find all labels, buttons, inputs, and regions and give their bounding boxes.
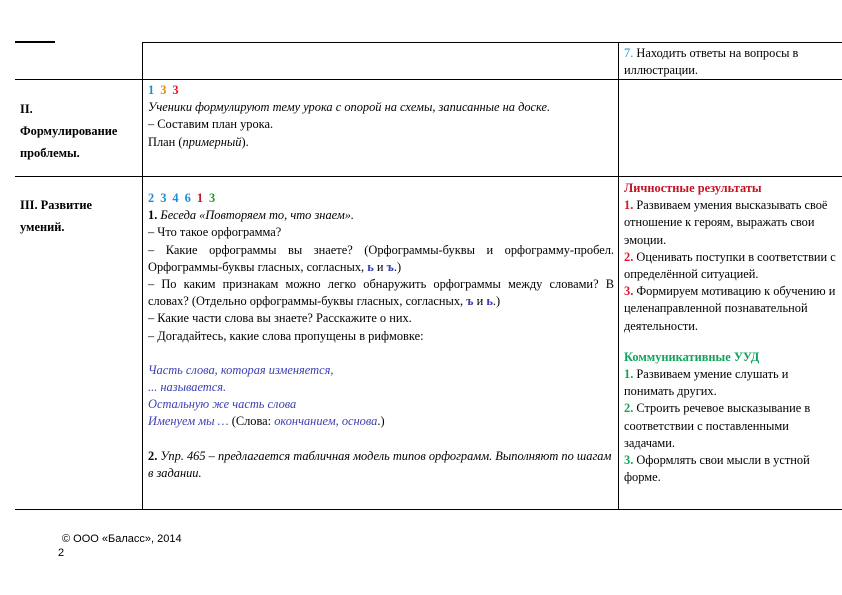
result-item: 1. Развиваем умение слушать и понимать других. [624, 367, 789, 399]
poem-line: Остальную же часть слова [148, 397, 297, 412]
conversation-heading: 1. Беседа «Повторяем то, что знаем». [148, 208, 355, 223]
result-item: 3. Формируем мотивацию к обучению и целенаправленной познавательной деятельности. [624, 284, 836, 333]
poem-line: Именуем мы … (Слова: окончанием, основа.) [148, 414, 385, 429]
student-activity: Ученики формулируют тему урока с опорой на схемы, записанные на доске. [148, 100, 551, 115]
row3-results-cell [624, 180, 838, 486]
competency-number: 3 [209, 191, 216, 205]
competency-numbers [148, 82, 612, 99]
competency-number: 3 [172, 83, 179, 97]
goal-text: Находить ответы на вопросы в иллюстрации. [624, 46, 799, 78]
stage-title-line1: III. Развитие [20, 198, 92, 212]
column-divider-1 [142, 42, 143, 510]
question-line: – Что такое орфограмма? [148, 225, 282, 240]
communicative-uud-heading: Коммуникативные УУД [624, 349, 760, 364]
competency-number: 6 [184, 191, 191, 205]
stage-number: II. [20, 102, 33, 116]
competency-number: 3 [160, 83, 167, 97]
table-top-border [15, 41, 55, 43]
stage-title-line2: умений. [20, 220, 65, 234]
competency-number: 1 [148, 83, 155, 97]
result-item: 2. Строить речевое высказывание в соответствии с поставленными задачами. [624, 401, 811, 450]
plan-line: План (примерный). [148, 134, 249, 149]
column-divider-2 [618, 42, 619, 510]
competency-number: 2 [148, 191, 155, 205]
personal-results-heading: Личностные результаты [624, 181, 762, 195]
row2-content-cell [148, 82, 612, 151]
question-line: – Какие части слова вы знаете? Расскажите о них. [148, 311, 412, 326]
result-item: 3. Оформлять свои мысли в устной форме. [624, 453, 810, 485]
row3-stage-cell [20, 194, 138, 238]
exercise-line: 2. Упр. 465 – предлагается табличная модель типов орфограмм. Выполняют по шагам в задании. [148, 448, 612, 480]
row3-content-cell [148, 190, 614, 482]
stage-title-line2: проблемы. [20, 146, 80, 160]
competency-numbers [148, 190, 614, 207]
result-item: 2. Оценивать поступки в соответствии с определённой ситуацией. [624, 249, 836, 282]
row-divider-2 [15, 176, 842, 177]
question-line: – Догадайтесь, какие слова пропущены в рифмовке: [148, 328, 424, 343]
competency-number: 4 [172, 191, 179, 205]
table-bottom-border [15, 509, 842, 510]
question-line: – По каким признакам можно легко обнаружить орфограммы между словами? В словах? (Отдельно орфограммы-буквы гласных, согласных, ъ и ь.) [148, 277, 614, 309]
competency-number: 3 [160, 191, 167, 205]
table-top-border-main [142, 42, 842, 43]
poem-line: ... называется. [148, 380, 227, 395]
teacher-prompt: – Составим план урока. [148, 117, 274, 132]
question-line: – Какие орфограммы вы знаете? (Орфограммы-буквы и орфограмму-пробел. Орфограммы-буквы гласных, согласных, ь и ъ.) [148, 242, 614, 274]
row1-goals-cell [624, 45, 836, 79]
page-number: 2 [58, 547, 65, 559]
goal-number: 7. [624, 46, 634, 60]
poem-line: Часть слова, которая изменяется, [148, 362, 334, 377]
row2-stage-cell [20, 98, 138, 164]
copyright-notice: © ООО «Баласс», 2014 [62, 533, 182, 545]
result-item: 1. Развиваем умения высказывать своё отношение к героям, выражать свои эмоции. [624, 198, 828, 247]
competency-number: 1 [196, 191, 204, 205]
stage-title-line1: Формулирование [20, 124, 118, 138]
